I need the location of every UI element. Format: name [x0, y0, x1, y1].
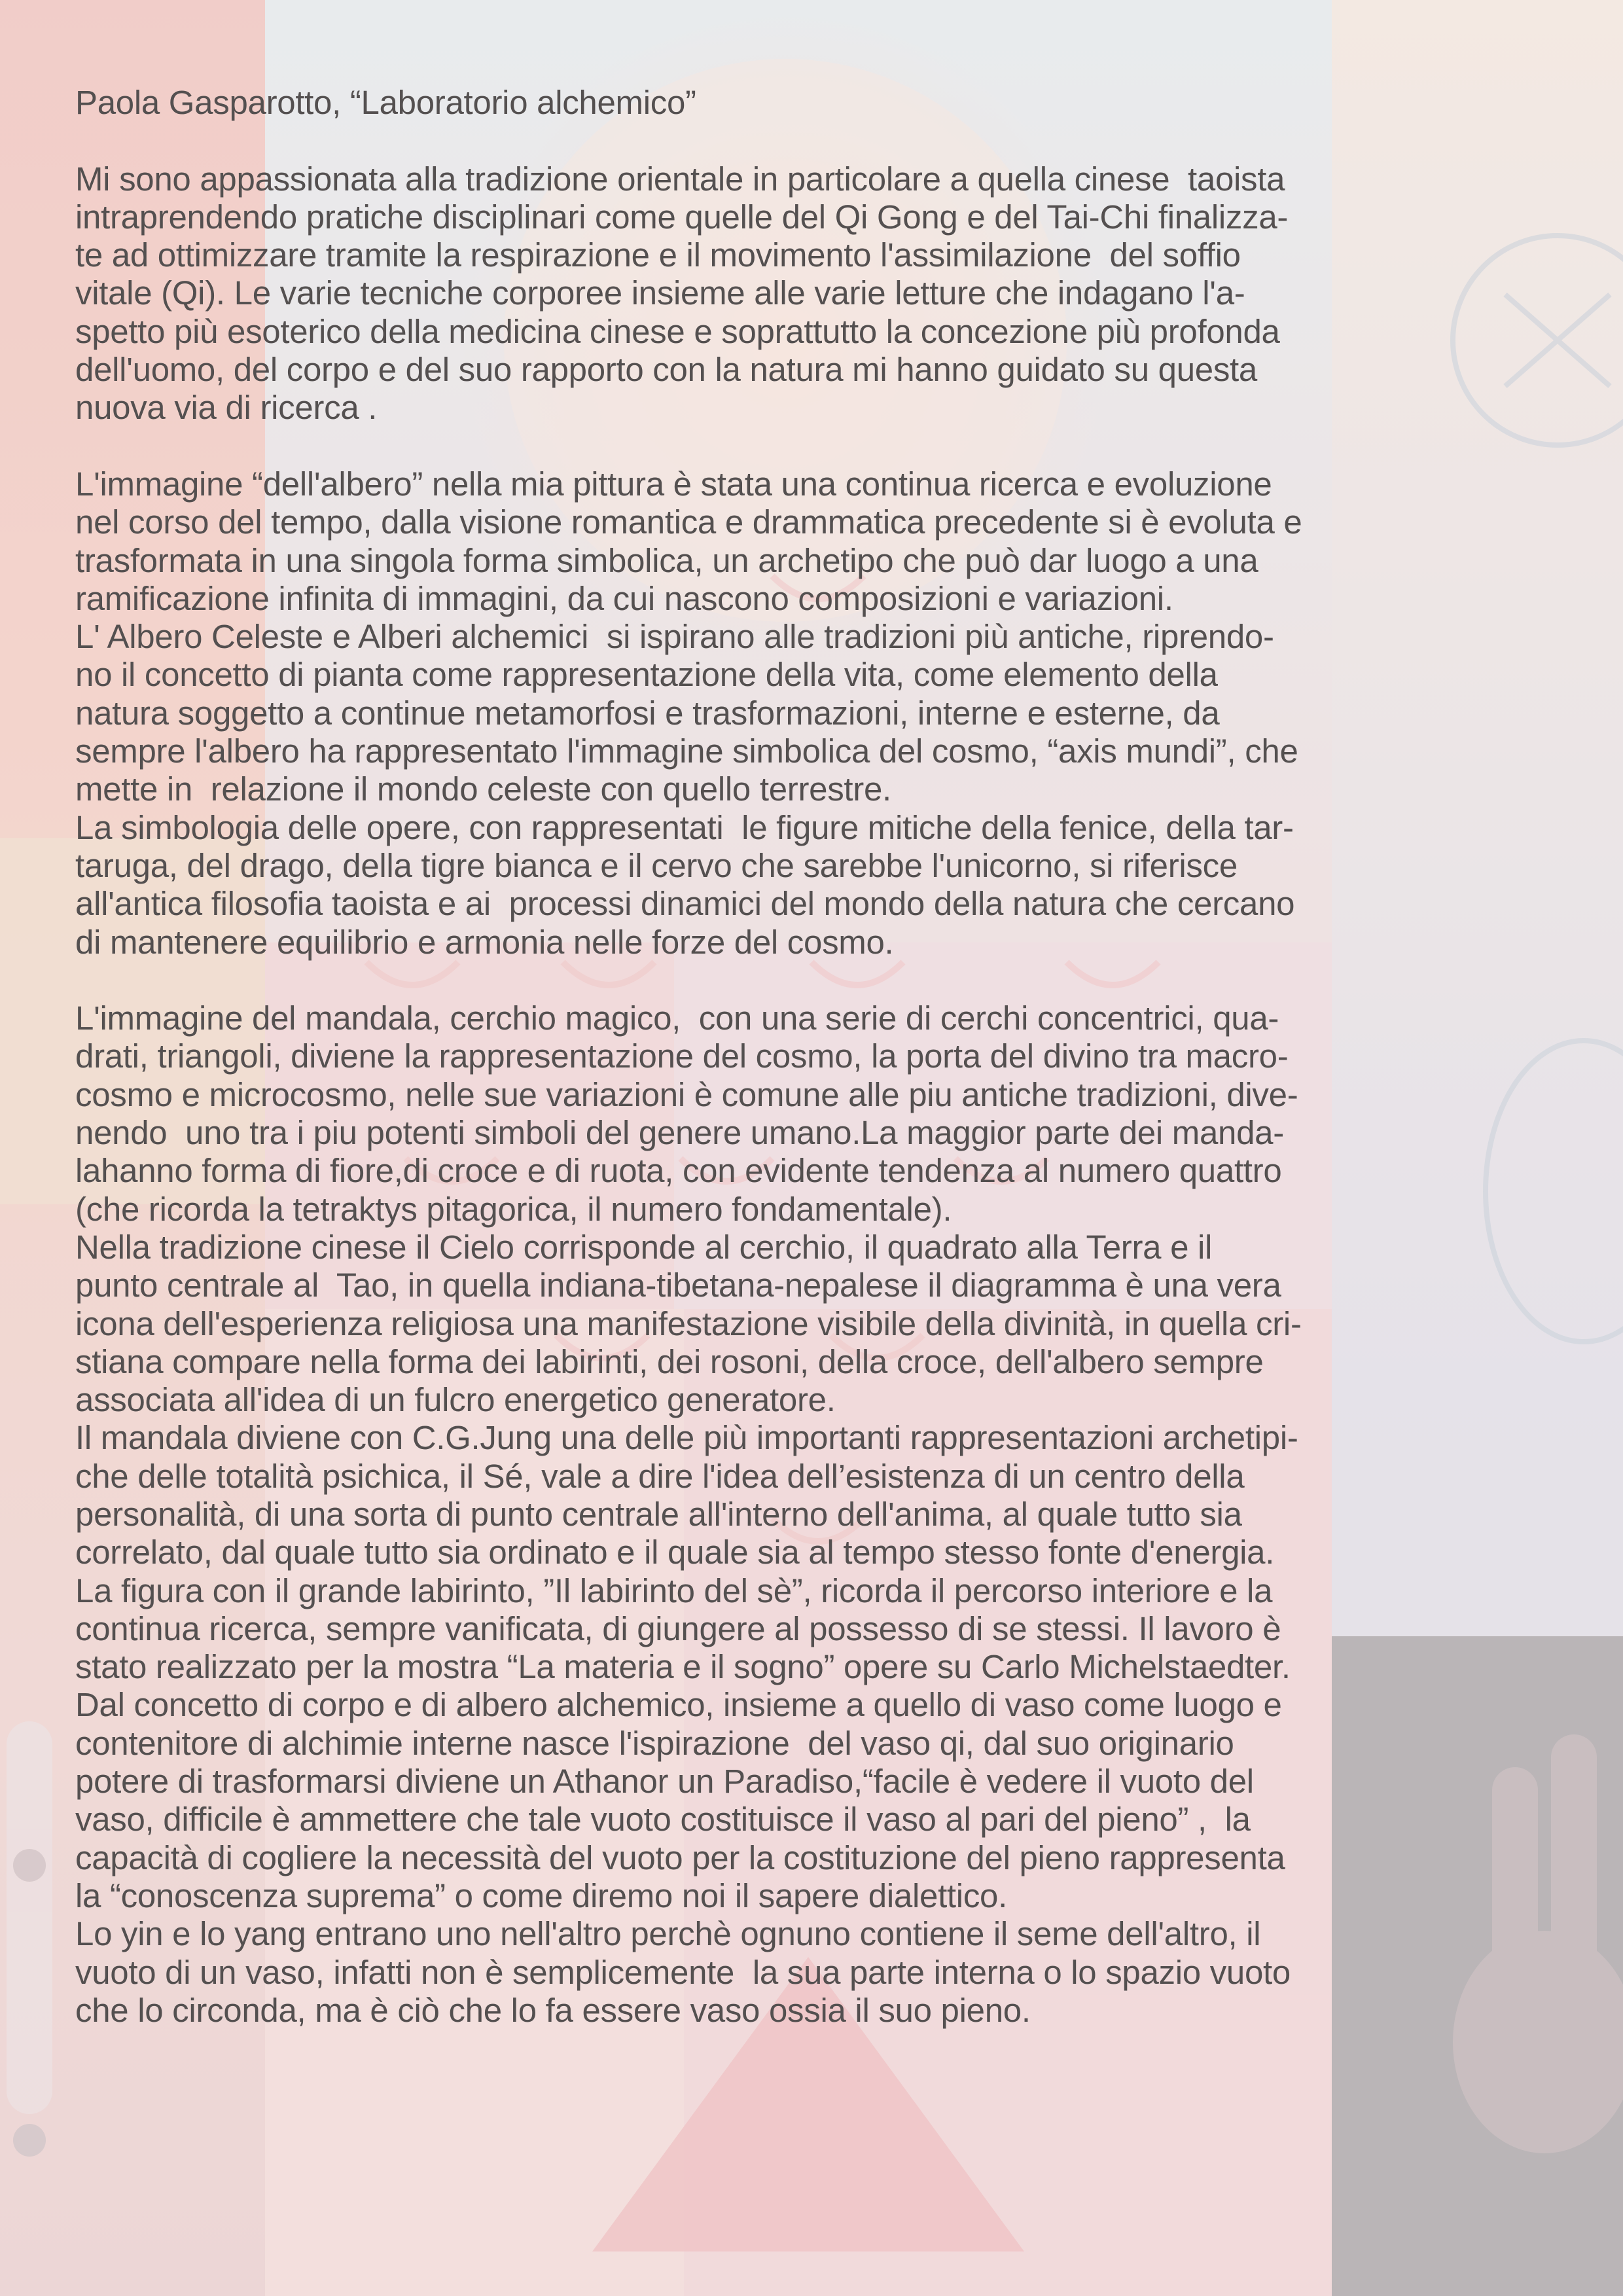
text-line: spetto più esoterico della medicina cinese e soprattutto la concezione più profonda	[75, 312, 1280, 350]
text-line: di mantenere equilibrio e armonia nelle forze del cosmo.	[75, 923, 894, 961]
text-line: nendo uno tra i piu potenti simboli del genere umano.La maggior parte dei manda-	[75, 1114, 1284, 1152]
text-line: stiana compare nella forma dei labirinti, dei rosoni, della croce, dell'albero sempre	[75, 1342, 1264, 1380]
text-line: vuoto di un vaso, infatti non è semplicemente la sua parte interna o lo spazio vuoto	[75, 1953, 1291, 1991]
text-line: nuova via di ricerca .	[75, 389, 378, 427]
text-line: La figura con il grande labirinto, ”Il labirinto del sè”, ricorda il percorso interiore e la	[75, 1571, 1273, 1609]
text-line: Il mandala diviene con C.G.Jung una delle più importanti rappresentazioni archetipi-	[75, 1419, 1298, 1457]
text-line: sempre l'albero ha rappresentato l'immagine simbolica del cosmo, “axis mundi”, che	[75, 732, 1298, 770]
text-line: no il concetto di pianta come rappresentazione della vita, come elemento della	[75, 656, 1218, 694]
paragraph-gap	[75, 961, 1502, 999]
text-line: te ad ottimizzare tramite la respirazione e il movimento l'assimilazione del soffio	[75, 236, 1241, 274]
text-line: Mi sono appassionata alla tradizione orientale in particolare a quella cinese taoista	[75, 160, 1285, 198]
document-body	[75, 84, 1502, 2030]
text-line: L'immagine del mandala, cerchio magico, con una serie di cerchi concentrici, qua-	[75, 999, 1279, 1037]
text-line: intraprendendo pratiche disciplinari come quelle del Qi Gong e del Tai-Chi finalizza-	[75, 198, 1289, 236]
text-line: drati, triangoli, diviene la rappresentazione del cosmo, la porta del divino tra macro-	[75, 1037, 1289, 1075]
paragraph	[75, 160, 1502, 427]
paragraph-gap	[75, 427, 1502, 465]
text-line: natura soggetto a continue metamorfosi e trasformazioni, interne e esterne, da	[75, 694, 1220, 732]
text-line: personalità, di una sorta di punto centrale all'interno dell'anima, al quale tutto sia	[75, 1495, 1242, 1533]
text-line: vaso, difficile è ammettere che tale vuoto costituisce il vaso al pari del pieno” , la	[75, 1801, 1251, 1839]
paragraph	[75, 465, 1502, 961]
text-line: taruga, del drago, della tigre bianca e il cervo che sarebbe l'unicorno, si riferisce	[75, 846, 1238, 884]
text-line: icona dell'esperienza religiosa una manifestazione visibile della divinità, in quella cri-	[75, 1304, 1302, 1342]
text-line: Nella tradizione cinese il Cielo corrisponde al cerchio, il quadrato alla Terra e il	[75, 1228, 1213, 1266]
text-line: che lo circonda, ma è ciò che lo fa essere vaso ossia il suo pieno.	[75, 1991, 1031, 2029]
text-line: all'antica filosofia taoista e ai processi dinamici del mondo della natura che cercano	[75, 885, 1295, 923]
text-line: L'immagine “dell'albero” nella mia pittura è stata una continua ricerca e evoluzione	[75, 465, 1272, 503]
text-line: punto centrale al Tao, in quella indiana-tibetana-nepalese il diagramma è una vera	[75, 1266, 1281, 1304]
text-line: correlato, dal quale tutto sia ordinato e il quale sia al tempo stesso fonte d'energia.	[75, 1534, 1275, 1571]
text-line: associata all'idea di un fulcro energetico generatore.	[75, 1381, 836, 1419]
document-title: Paola Gasparotto, “Laboratorio alchemico”	[75, 84, 696, 121]
text-line: potere di trasformarsi diviene un Athanor un Paradiso,“facile è vedere il vuoto del	[75, 1763, 1254, 1801]
text-line: La simbologia delle opere, con rappresentati le figure mitiche della fenice, della tar-	[75, 808, 1294, 846]
text-line: che delle totalità psichica, il Sé, vale a dire l'idea dell’esistenza di un centro della	[75, 1457, 1245, 1495]
paragraph-gap	[75, 122, 1502, 160]
text-line: continua ricerca, sempre vanificata, di giungere al possesso di se stessi. Il lavoro è	[75, 1609, 1281, 1647]
text-line: contenitore di alchimie interne nasce l'ispirazione del vaso qi, dal suo originario	[75, 1724, 1234, 1762]
text-line: trasformata in una singola forma simbolica, un archetipo che può dar luogo a una	[75, 541, 1258, 579]
text-line: cosmo e microcosmo, nelle sue variazioni è comune alle piu antiche tradizioni, dive-	[75, 1075, 1298, 1113]
text-line: dell'uomo, del corpo e del suo rapporto con la natura mi hanno guidato su questa	[75, 351, 1257, 389]
text-line: (che ricorda la tetraktys pitagorica, il numero fondamentale).	[75, 1190, 952, 1228]
text-line: L' Albero Celeste e Alberi alchemici si ispirano alle tradizioni più antiche, riprendo-	[75, 618, 1274, 656]
text-line: ramificazione infinita di immagini, da cui nascono composizioni e variazioni.	[75, 579, 1173, 617]
text-line: Lo yin e lo yang entrano uno nell'altro perchè ognuno contiene il seme dell'altro, il	[75, 1915, 1261, 1953]
text-line: nel corso del tempo, dalla visione romantica e drammatica precedente si è evoluta e	[75, 503, 1302, 541]
text-line: la “conoscenza suprema” o come diremo noi il sapere dialettico.	[75, 1876, 1007, 1914]
text-line: capacità di cogliere la necessità del vuoto per la costituzione del pieno rappresenta	[75, 1839, 1285, 1876]
text-line: vitale (Qi). Le varie tecniche corporee insieme alle varie letture che indagano l'a-	[75, 274, 1245, 312]
text-line: mette in relazione il mondo celeste con quello terrestre.	[75, 770, 891, 808]
text-line: Dal concetto di corpo e di albero alchemico, insieme a quello di vaso come luogo e	[75, 1686, 1282, 1724]
text-line: stato realizzato per la mostra “La materia e il sogno” opere su Carlo Michelstaedter.	[75, 1648, 1291, 1686]
text-line: lahanno forma di fiore,di croce e di ruota, con evidente tendenza al numero quattro	[75, 1152, 1282, 1190]
paragraph	[75, 999, 1502, 2030]
